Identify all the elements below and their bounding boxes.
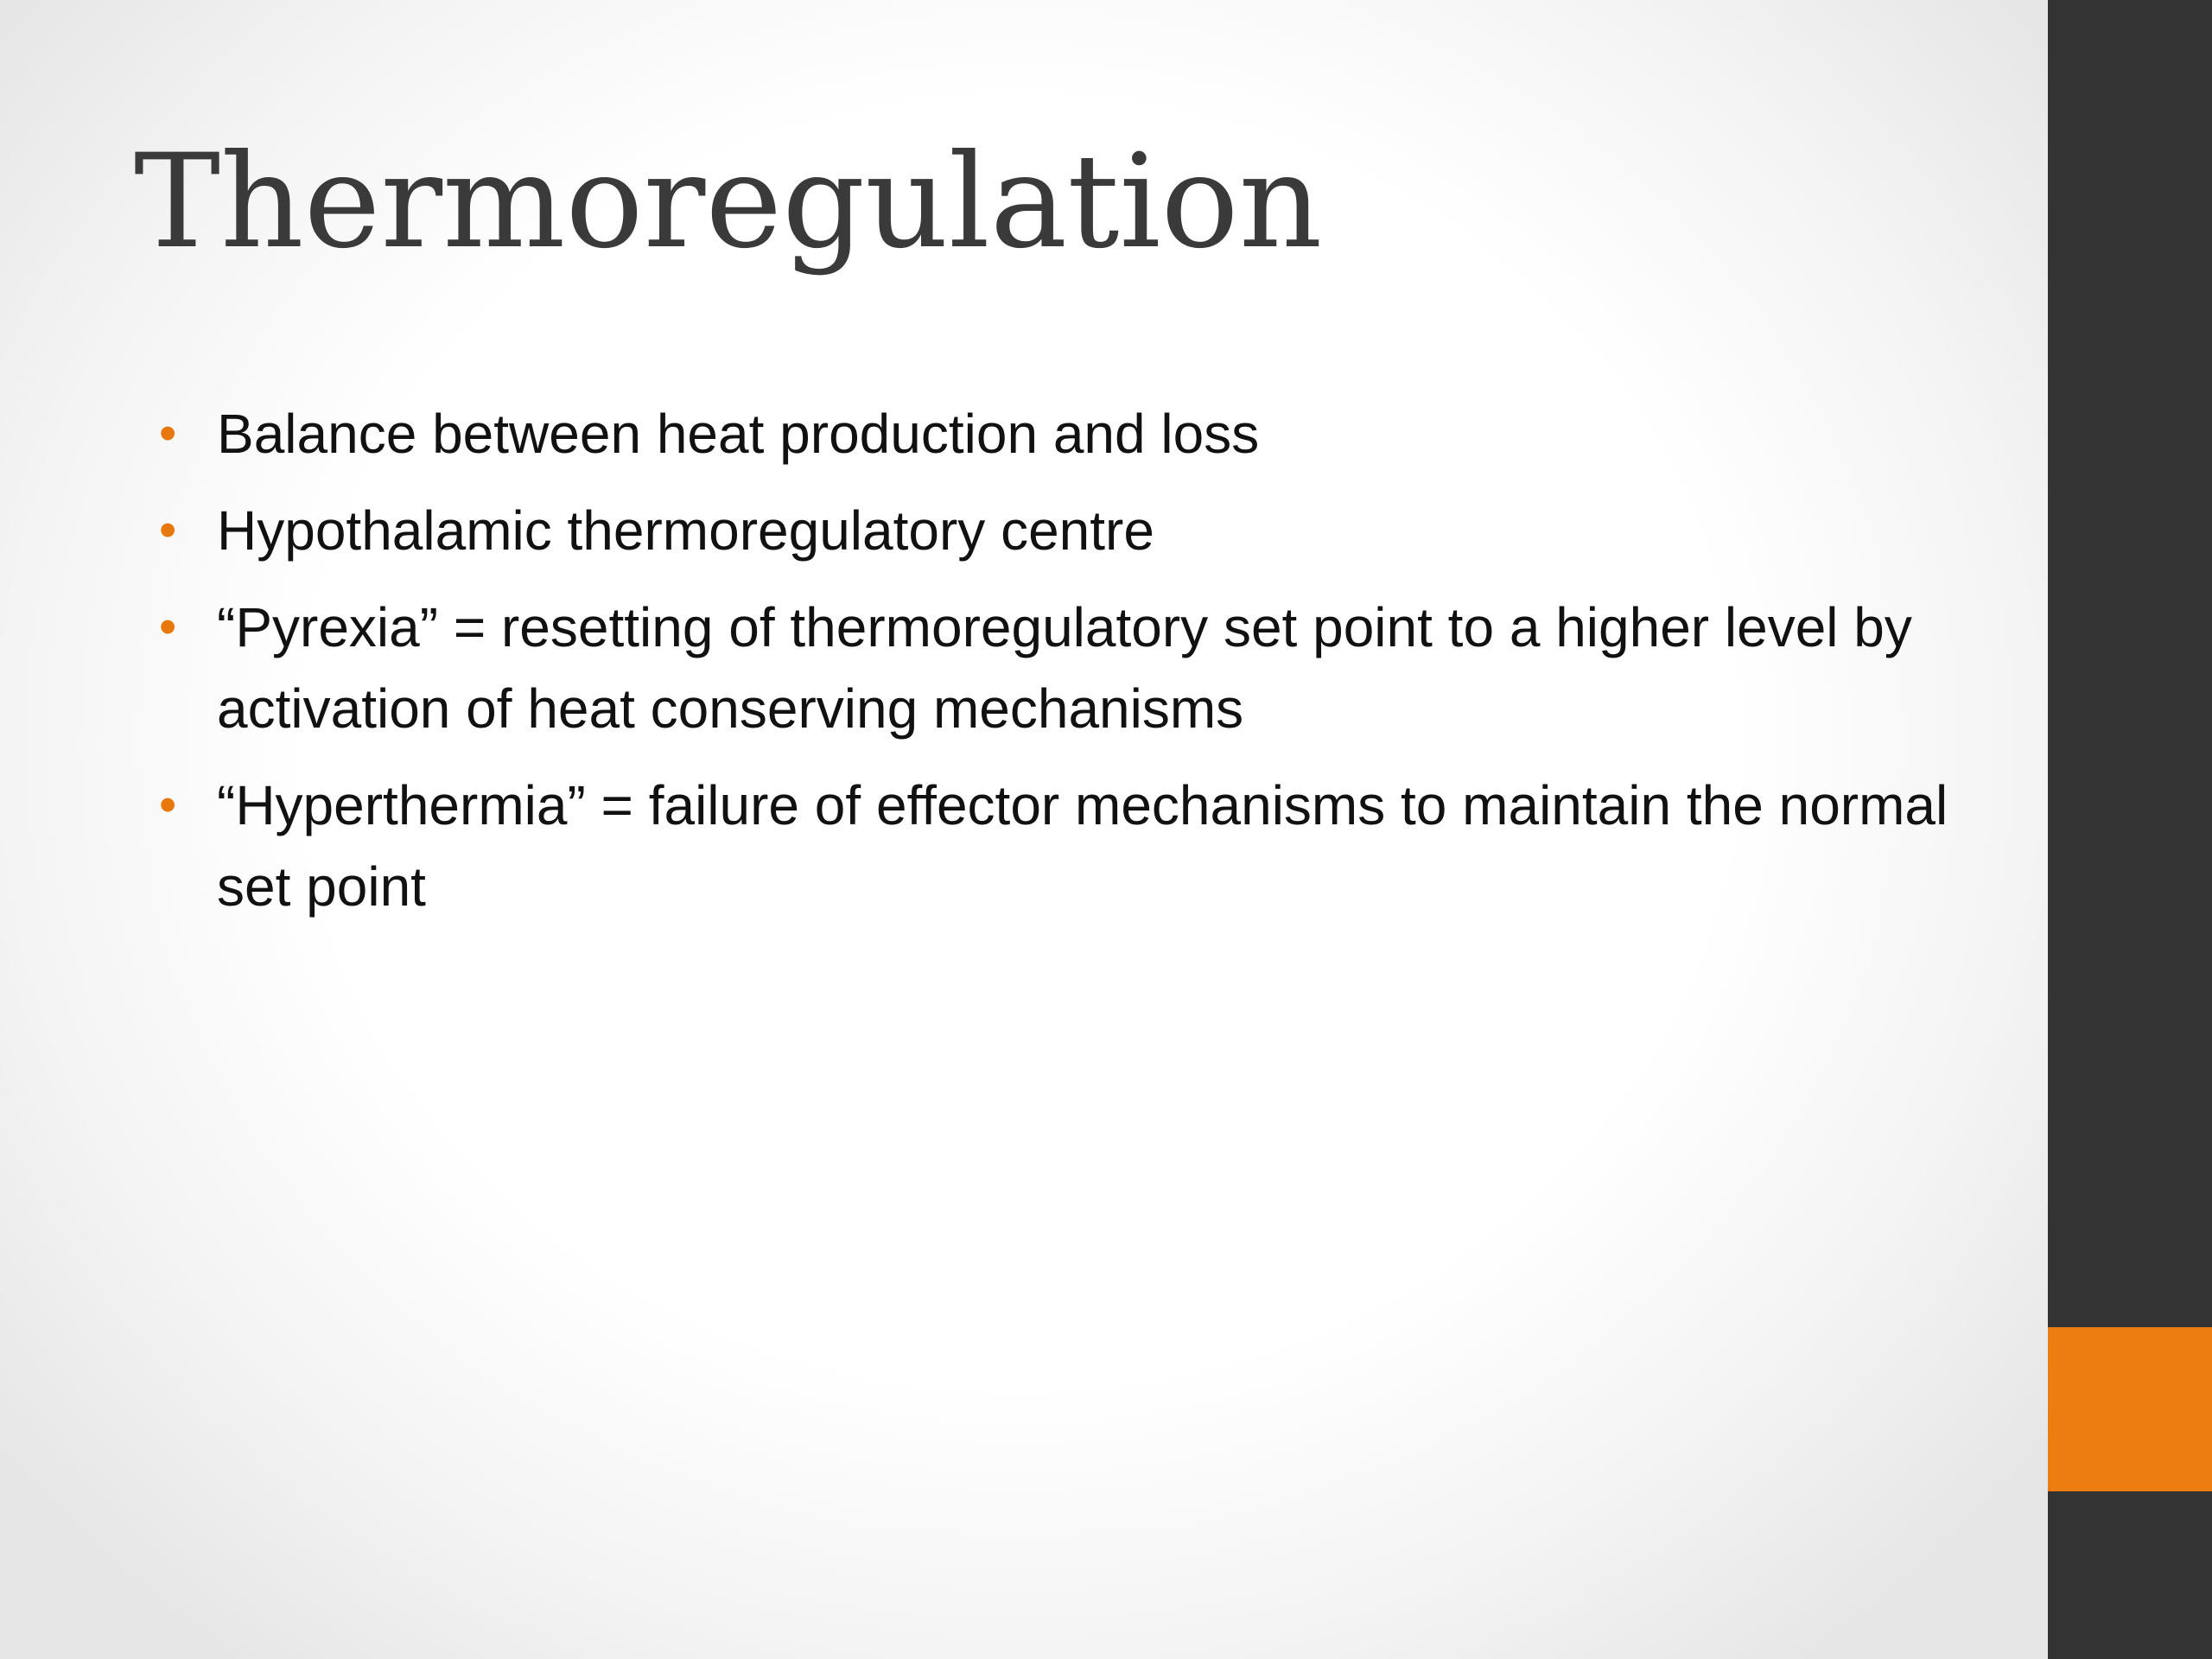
bullet-dot-icon: • [159, 777, 177, 833]
bullet-dot-icon: • [159, 599, 177, 655]
bullet-item [159, 490, 1956, 571]
bullet-dot-icon: • [159, 502, 177, 558]
bullet-dot-icon: • [159, 405, 177, 461]
bullet-list [159, 393, 1956, 943]
bullet-text: “Pyrexia” = resetting of thermoregulatory set point to a higher level by activation of heat conserving mechanisms [217, 596, 1912, 740]
bullet-text: Balance between heat production and loss [217, 403, 1260, 465]
bullet-item [159, 587, 1956, 749]
bullet-text: Hypothalamic thermoregulatory centre [217, 499, 1154, 562]
bullet-text: “Hyperthermia” = failure of effector mechanisms to maintain the normal set point [217, 774, 1948, 918]
bullet-item [159, 765, 1956, 927]
slide-title: Thermoregulation [134, 127, 1323, 277]
side-accent-block [2048, 1327, 2212, 1491]
bullet-item [159, 393, 1956, 474]
